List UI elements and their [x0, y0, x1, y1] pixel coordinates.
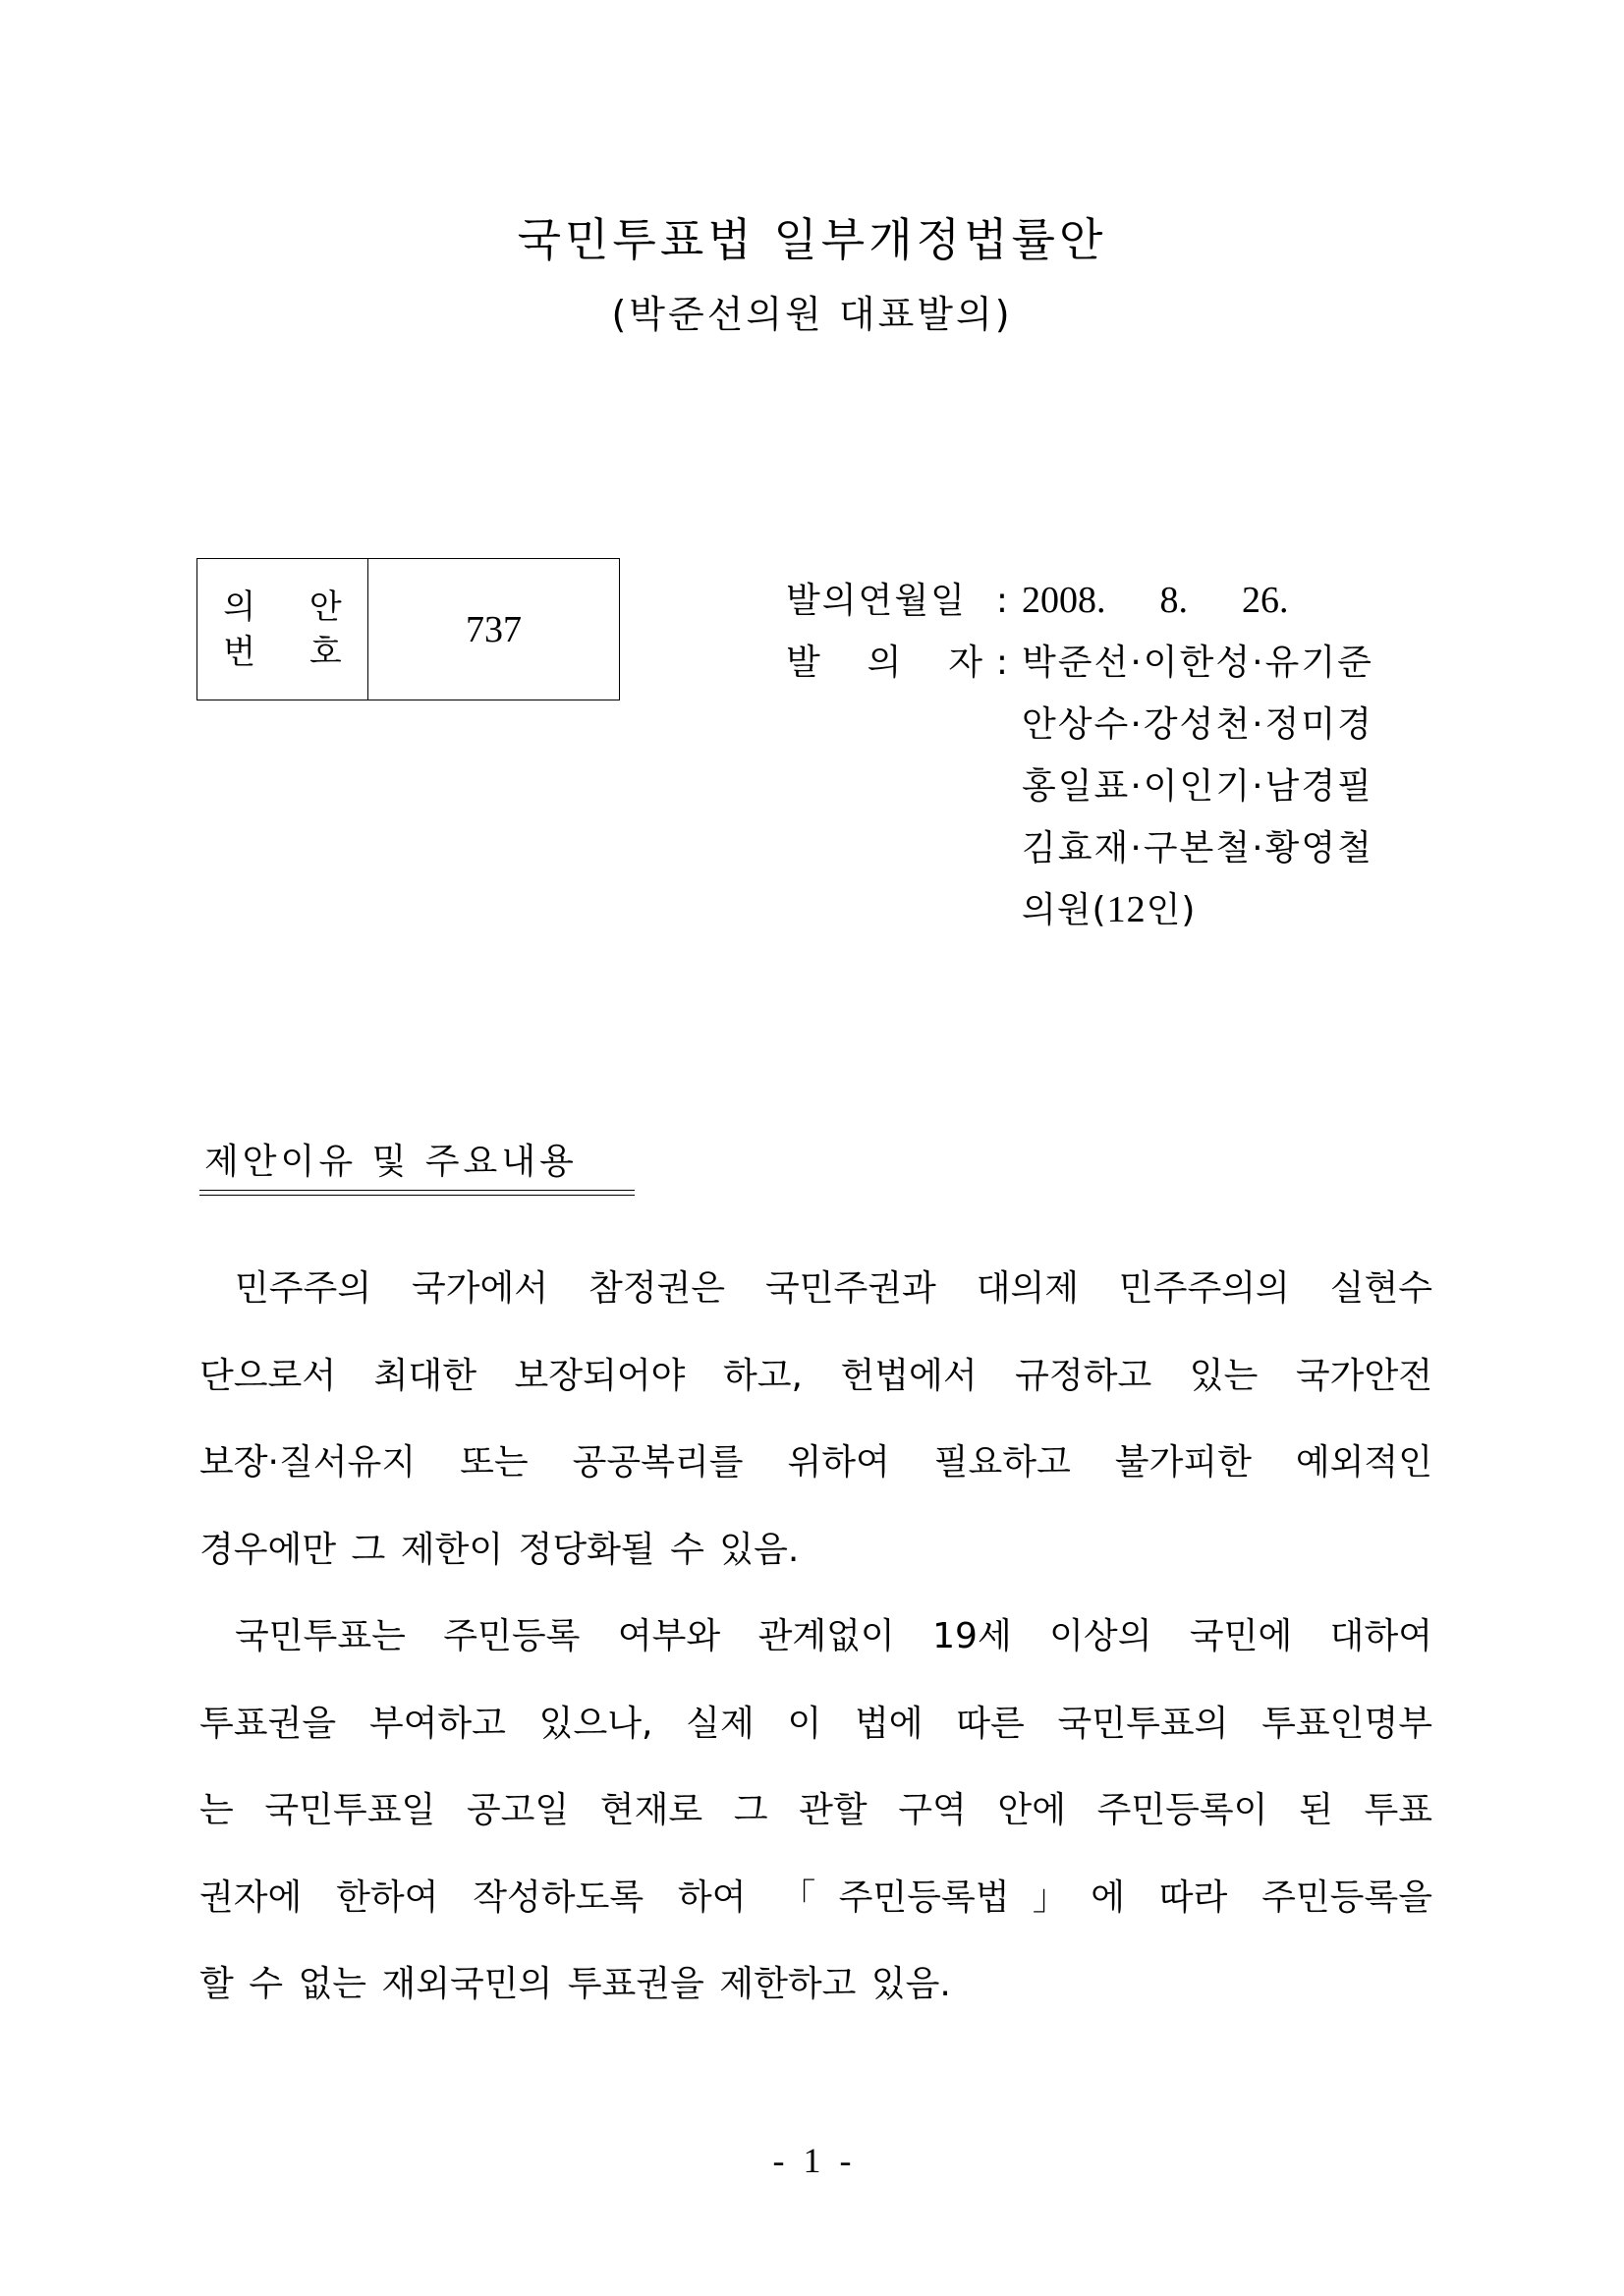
section-heading-double-underline [199, 1190, 635, 1196]
proposal-date-value: 2008. 8. 26. [1022, 580, 1289, 621]
proposal-metadata [786, 570, 1373, 941]
proposers-line: 김효재·구본철·황영철 [1022, 828, 1373, 868]
proposers-line: 박준선·이한성·유기준 [1022, 643, 1373, 683]
proposal-date-label: 발의연월일 [786, 581, 967, 621]
proposers-count [1022, 879, 1373, 941]
bill-number-label-line1: 의 안 [223, 587, 364, 627]
section-heading: 제안이유 및 주요내용 [204, 1142, 578, 1182]
body-line: 경우에만 그 제한이 정당화될 수 있음. [199, 1529, 800, 1570]
bill-number-box [196, 558, 620, 700]
document-title: 국민투표법 일부개정법률안 [517, 213, 1107, 266]
body-line: 할 수 없는 재외국민의 투표권을 제한하고 있음. [199, 1964, 951, 2004]
proposers-label [786, 632, 982, 694]
bill-number-label [197, 559, 368, 700]
proposers-label-char-3: 자 [948, 643, 982, 683]
bill-number-label-line2: 번 호 [223, 632, 364, 672]
body-line: 투표권을 부여하고 있으나, 실제 이 법에 따른 국민투표의 투표인명부 [199, 1703, 1432, 1744]
proposal-date-colon: : [995, 581, 1009, 621]
body-line: 는 국민투표일 공고일 현재로 그 관할 구역 안에 주민등록이 된 투표 [199, 1790, 1432, 1830]
proposers-label-char-2: 의 [867, 643, 902, 683]
body-paragraphs [199, 1246, 1432, 2029]
body-line: 국민투표는 주민등록 여부와 관계없이 19세 이상의 국민에 대하여 [235, 1616, 1432, 1656]
proposers-line: 홍일표·이인기·남경필 [1022, 766, 1373, 807]
proposers-count-prefix: 의원( [1022, 890, 1107, 930]
page-number: - 1 - [772, 2141, 852, 2180]
proposers-count-suffix: 인) [1146, 890, 1197, 930]
proposers-label-char-1: 발 [786, 643, 820, 683]
bill-number-value: 737 [466, 608, 522, 650]
body-line: 보장·질서유지 또는 공공복리를 위하여 필요하고 불가피한 예외적인 [199, 1442, 1432, 1483]
proposers-count-number: 12 [1106, 889, 1147, 930]
document-subtitle: (박준선의원 대표발의) [611, 293, 1013, 336]
proposers-row [786, 632, 1373, 941]
body-line: 단으로서 최대한 보장되어야 하고, 헌법에서 규정하고 있는 국가안전 [199, 1355, 1432, 1396]
proposers-colon: : [995, 643, 1009, 683]
body-line: 권자에 한하여 작성하도록 하여 「주민등록법」에 따라 주민등록을 [199, 1876, 1432, 1918]
proposal-date-row [786, 570, 1373, 632]
body-line: 민주주의 국가에서 참정권은 국민주권과 대의제 민주주의의 실현수 [235, 1268, 1432, 1309]
proposers-line: 안상수·강성천·정미경 [1022, 704, 1373, 745]
proposers-list [1022, 632, 1373, 941]
